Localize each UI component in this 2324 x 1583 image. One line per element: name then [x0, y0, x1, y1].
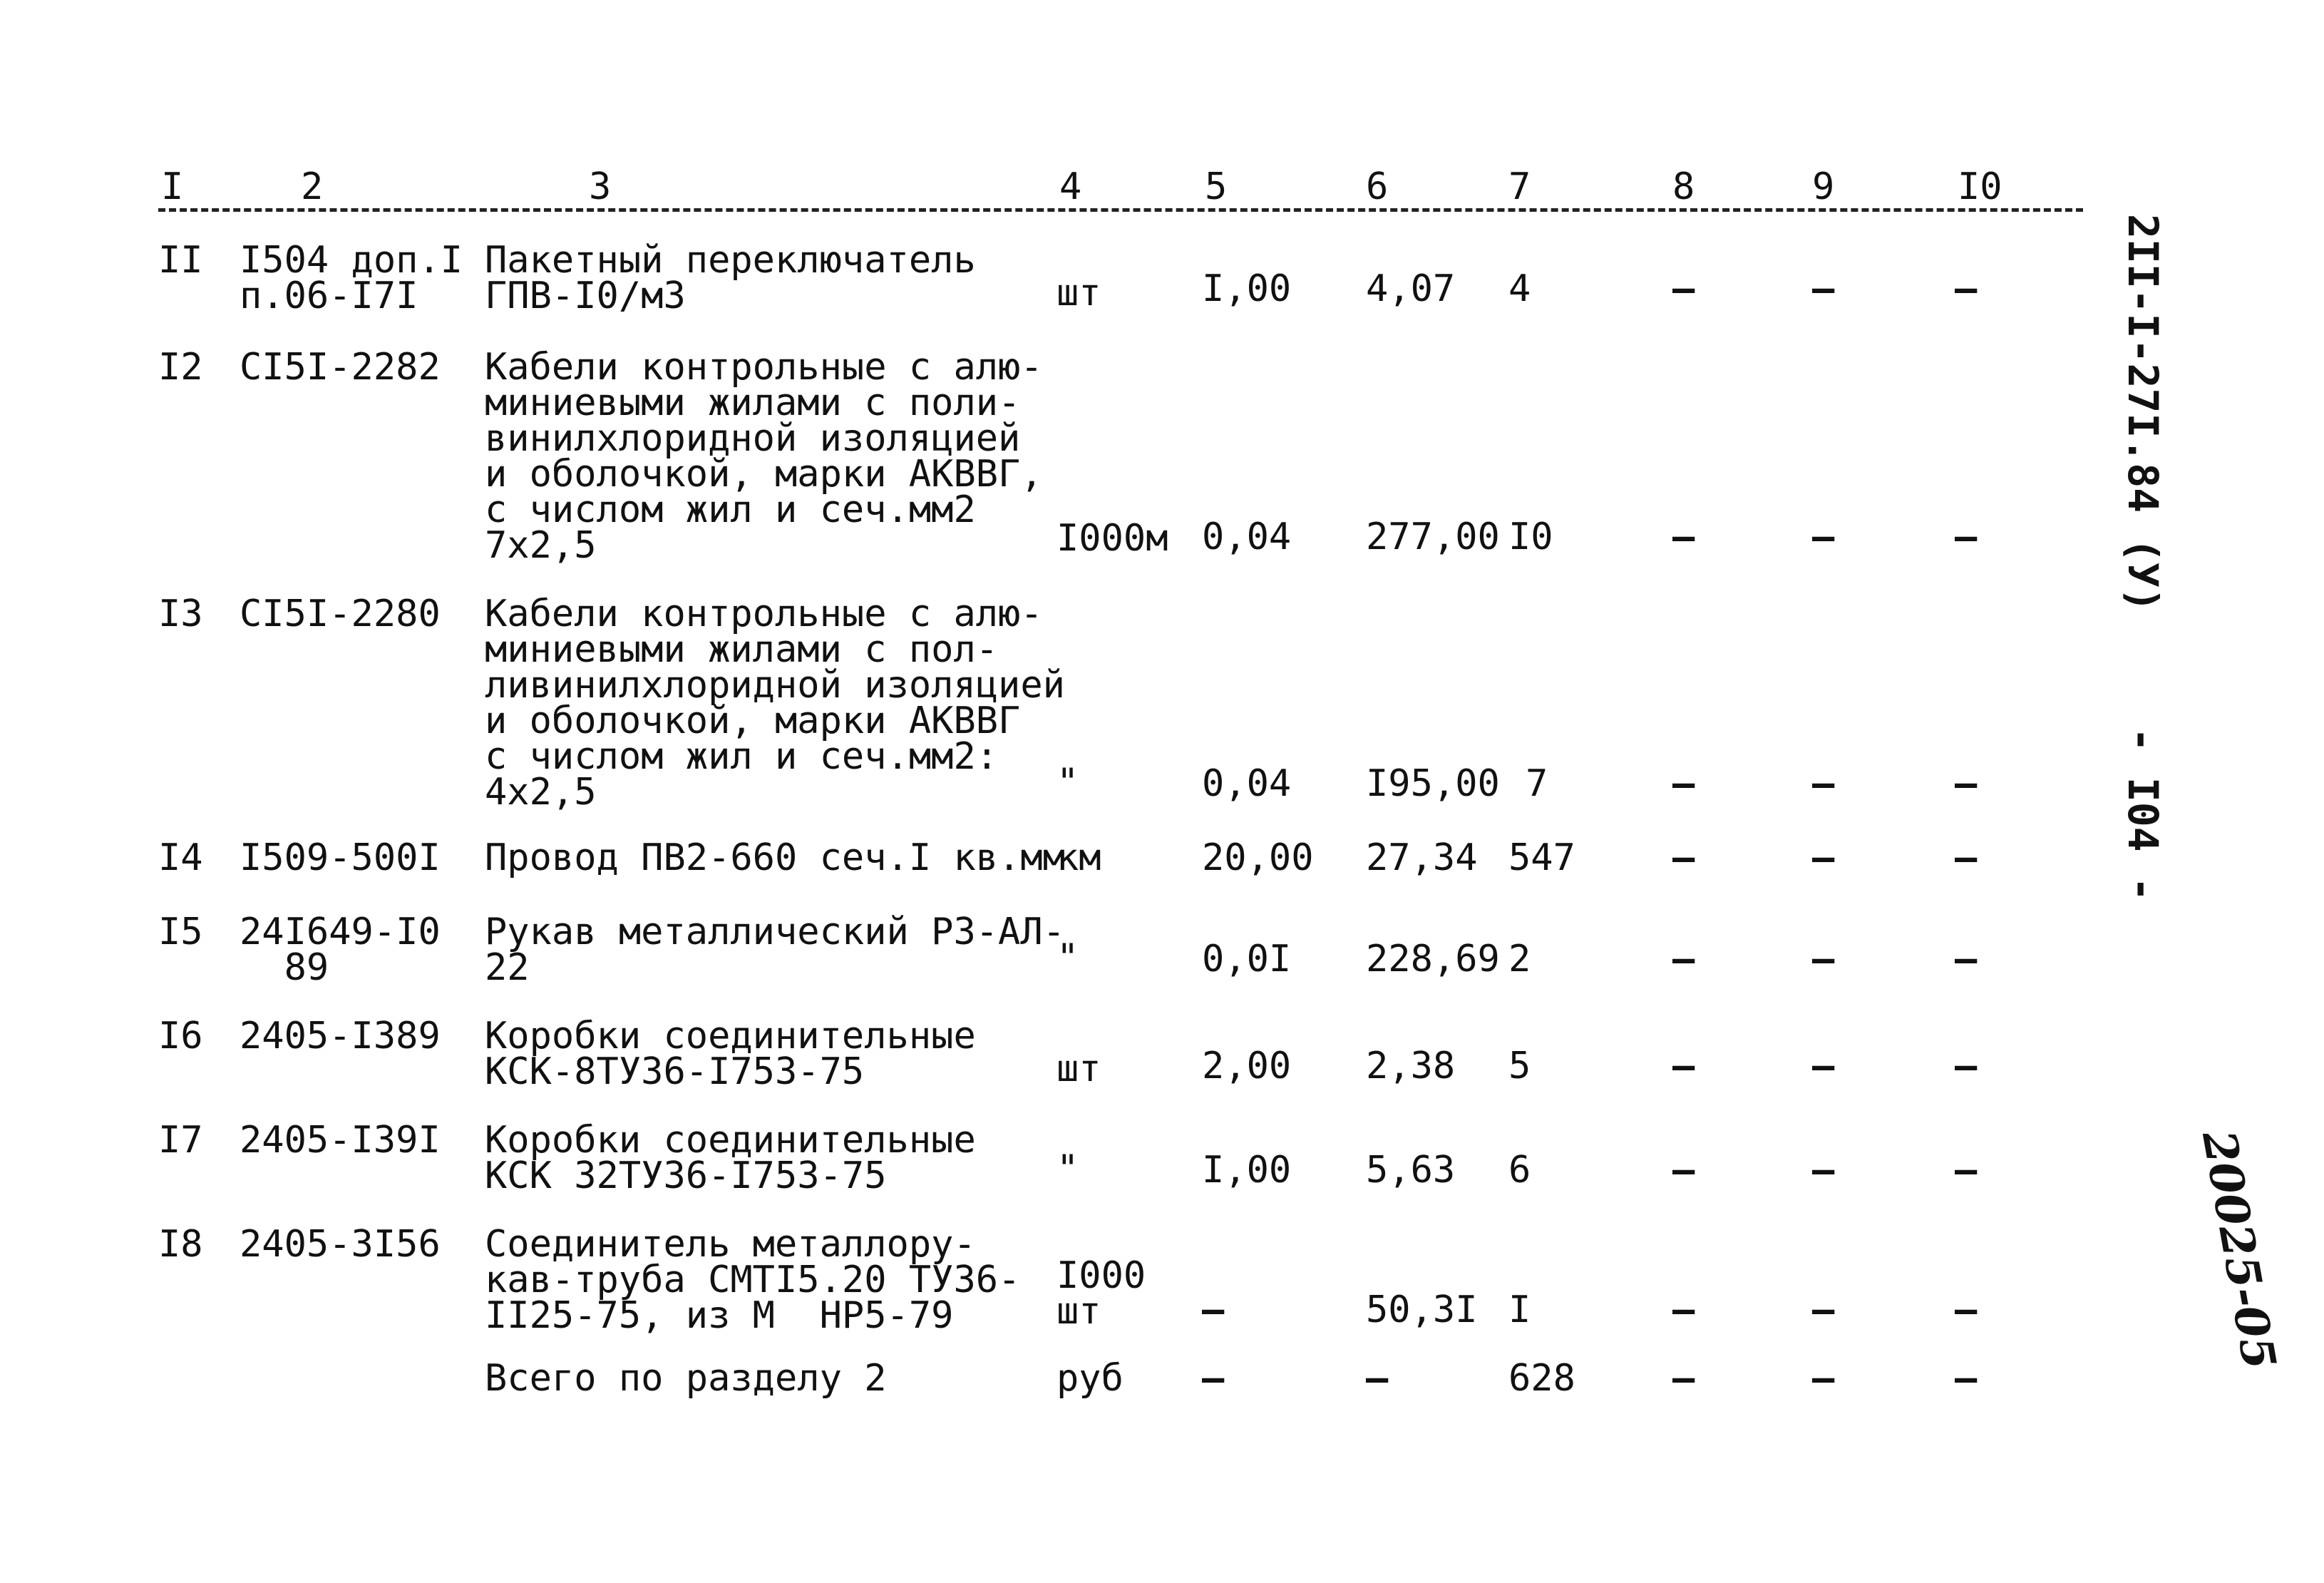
- total-col10: –: [1955, 1357, 1978, 1400]
- row-col5: 0,0I: [1202, 938, 1292, 980]
- row-code: I504 доп.I п.06-I7I: [240, 239, 463, 317]
- total-label: Всего по разделу 2: [485, 1357, 887, 1400]
- row-number: I6: [158, 1015, 203, 1057]
- row-code: I509-500I: [240, 836, 441, 879]
- row-col5: 0,04: [1202, 516, 1292, 558]
- row-col7: 7: [1526, 762, 1548, 805]
- row-col10: –: [1955, 267, 1978, 310]
- row-col10: –: [1955, 836, 1978, 879]
- row-col5: 0,04: [1202, 762, 1292, 805]
- row-col8: –: [1672, 267, 1695, 310]
- row-name: Рукав металлический Р3-АЛ- 22: [485, 911, 1065, 989]
- row-number: I2: [158, 346, 203, 389]
- row-col10: –: [1955, 516, 1978, 558]
- row-number: I4: [158, 836, 203, 879]
- row-col8: –: [1672, 1045, 1695, 1087]
- col-header-7: 7: [1508, 165, 1531, 208]
- row-col8: –: [1672, 1149, 1695, 1192]
- row-col6: 277,00: [1366, 516, 1500, 558]
- row-col10: –: [1955, 1149, 1978, 1192]
- row-name: Кабели контрольные с алю- миниевыми жилами с поли- винилхлоридной изоляцией и оболочкой, марки АКВВГ, с числом жил и сеч.мм2 7х2,5: [485, 346, 1043, 567]
- row-col10: –: [1955, 1289, 1978, 1331]
- row-code: CI5I-2282: [240, 346, 441, 389]
- row-code: 2405-3I56: [240, 1223, 441, 1266]
- row-unit: шт: [1056, 272, 1101, 314]
- row-col7: I: [1508, 1289, 1531, 1331]
- row-unit: шт: [1056, 1047, 1101, 1090]
- col-header-5: 5: [1205, 165, 1228, 208]
- row-code: CI5I-2280: [240, 593, 441, 635]
- row-name: Соединитель металлору- кав-труба СМТI5.20 ТУ36- II25-75, из М НР5-79: [485, 1223, 1021, 1337]
- handwritten-number: 20025-05: [2191, 1127, 2286, 1374]
- total-col9: –: [1812, 1357, 1835, 1400]
- row-col6: 27,34: [1366, 836, 1478, 879]
- col-header-3: 3: [589, 165, 612, 208]
- row-col8: –: [1672, 938, 1695, 980]
- row-code: 24I649-I0 89: [240, 911, 441, 989]
- row-col9: –: [1812, 1149, 1835, 1192]
- col-header-2: 2: [301, 165, 324, 208]
- col-header-4: 4: [1059, 165, 1082, 208]
- row-unit: ": [1056, 1147, 1079, 1190]
- row-col7: I0: [1508, 516, 1553, 558]
- row-col9: –: [1812, 1045, 1835, 1087]
- row-col9: –: [1812, 762, 1835, 805]
- total-col5: –: [1202, 1357, 1225, 1400]
- row-col9: –: [1812, 1289, 1835, 1331]
- row-col6: 5,63: [1366, 1149, 1456, 1192]
- row-col6: 50,3I: [1366, 1289, 1478, 1331]
- total-col7: 628: [1508, 1357, 1575, 1400]
- row-name: Провод ПВ2-660 сеч.I кв.мм: [485, 836, 1065, 879]
- row-col5: 2,00: [1202, 1045, 1292, 1087]
- row-col6: I95,00: [1366, 762, 1500, 805]
- col-header-10: I0: [1958, 165, 2002, 208]
- row-col6: 2,38: [1366, 1045, 1456, 1087]
- row-number: II: [158, 239, 203, 282]
- col-header-1: I: [161, 165, 184, 208]
- col-header-6: 6: [1366, 165, 1389, 208]
- row-col8: –: [1672, 516, 1695, 558]
- col-header-9: 9: [1812, 165, 1835, 208]
- header-divider: [158, 208, 2083, 212]
- row-col5: I,00: [1202, 1149, 1292, 1192]
- row-unit: I000м: [1056, 517, 1168, 560]
- row-col10: –: [1955, 762, 1978, 805]
- row-col9: –: [1812, 938, 1835, 980]
- row-name: Пакетный переключатель ГПВ-I0/м3: [485, 239, 976, 317]
- row-name: Кабели контрольные с алю- миниевыми жилами с пол- ливинилхлоридной изоляцией и оболочкой, марки АКВВГ с числом жил и сеч.мм2: 4х2,5: [485, 593, 1065, 814]
- row-col8: –: [1672, 1289, 1695, 1331]
- row-col5: 20,00: [1202, 836, 1314, 879]
- row-col9: –: [1812, 267, 1835, 310]
- row-col9: –: [1812, 836, 1835, 879]
- row-col9: –: [1812, 516, 1835, 558]
- row-number: I5: [158, 911, 203, 953]
- row-code: 2405-I39I: [240, 1119, 441, 1162]
- row-col7: 5: [1508, 1045, 1531, 1087]
- total-unit: руб: [1056, 1357, 1124, 1400]
- row-col7: 4: [1508, 267, 1531, 310]
- row-col8: –: [1672, 836, 1695, 879]
- document-code: 2II-I-27I.84 (У): [2119, 214, 2167, 613]
- row-col7: 2: [1508, 938, 1531, 980]
- row-name: Коробки соединительные КСК-8ТУ36-I753-75: [485, 1015, 976, 1093]
- row-number: I3: [158, 593, 203, 635]
- row-col10: –: [1955, 938, 1978, 980]
- row-col8: –: [1672, 762, 1695, 805]
- row-col7: 6: [1508, 1149, 1531, 1192]
- row-unit: I000 шт: [1056, 1254, 1146, 1333]
- row-unit: км: [1056, 836, 1101, 879]
- row-unit: ": [1056, 936, 1079, 979]
- row-col6: 228,69: [1366, 938, 1500, 980]
- row-col7: 547: [1508, 836, 1575, 879]
- row-col5: –: [1202, 1289, 1225, 1331]
- col-header-8: 8: [1672, 165, 1695, 208]
- total-col6: –: [1366, 1357, 1389, 1400]
- row-col10: –: [1955, 1045, 1978, 1087]
- total-col8: –: [1672, 1357, 1695, 1400]
- row-name: Коробки соединительные КСК 32ТУ36-I753-75: [485, 1119, 976, 1197]
- row-col6: 4,07: [1366, 267, 1456, 310]
- page-number: - I04 -: [2119, 727, 2167, 902]
- row-unit: ": [1056, 761, 1079, 804]
- row-code: 2405-I389: [240, 1015, 441, 1057]
- row-col5: I,00: [1202, 267, 1292, 310]
- row-number: I7: [158, 1119, 203, 1162]
- row-number: I8: [158, 1223, 203, 1266]
